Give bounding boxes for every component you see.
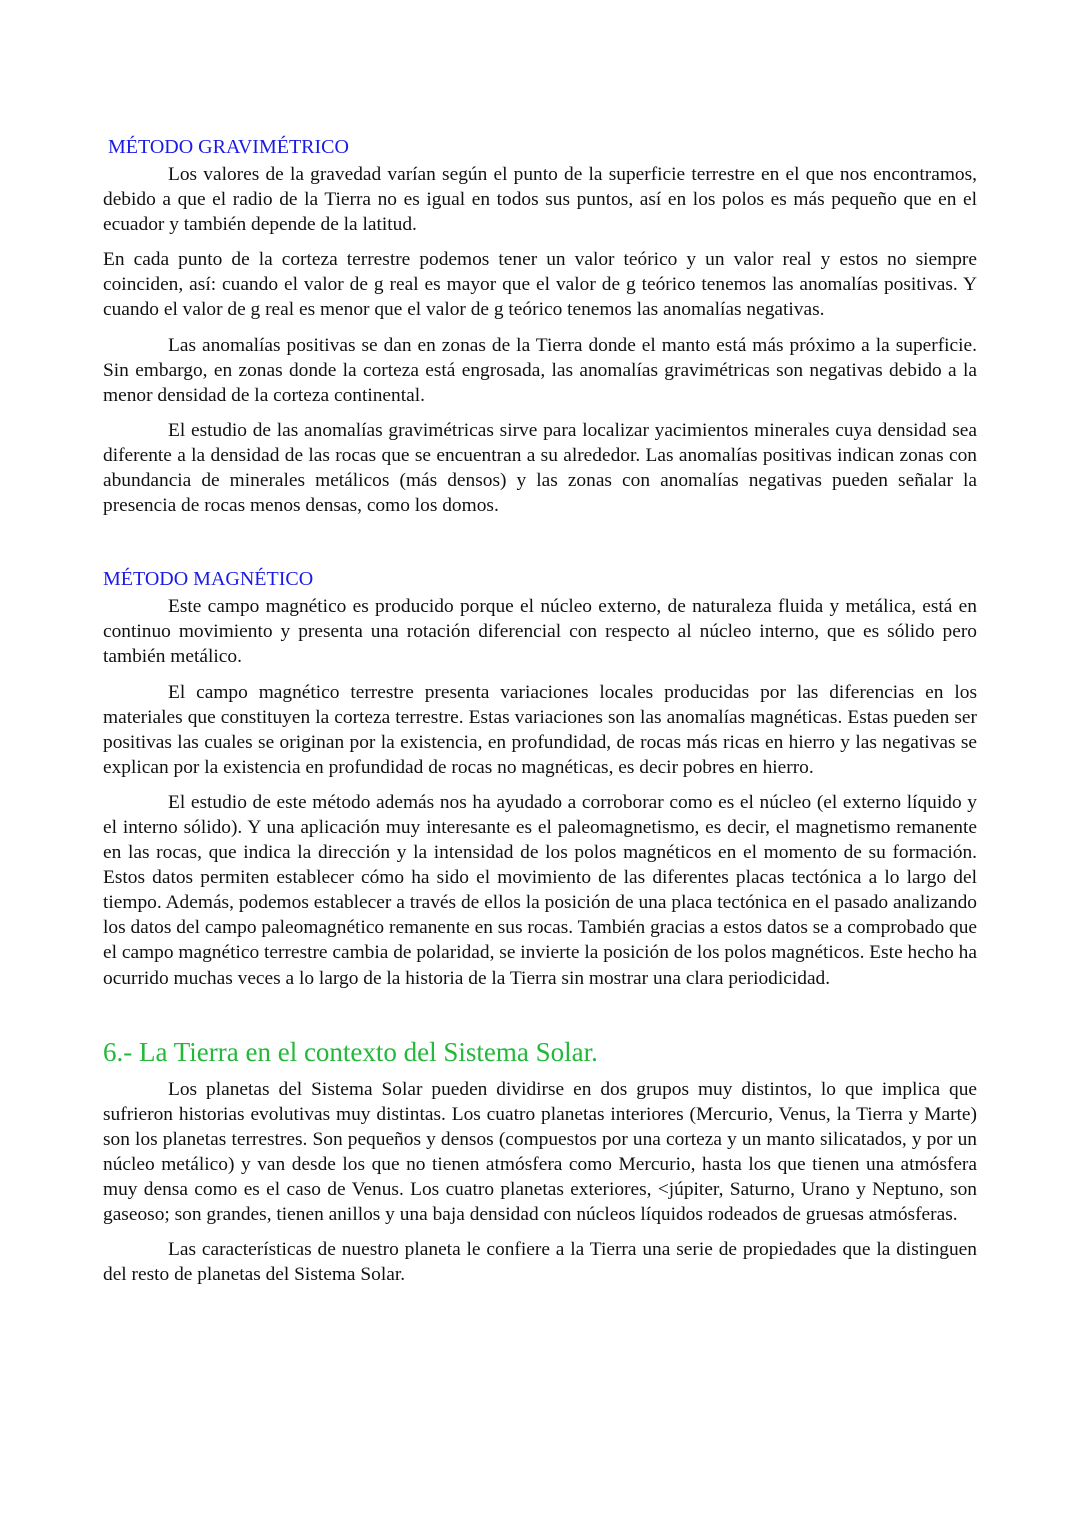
chapter-spacer	[103, 1001, 977, 1035]
paragraph: El estudio de las anomalías gravimétricas sirve para localizar yacimientos minerales cuya densidad sea diferente a la densidad de las rocas que se encuentran a su alrededor. Las anomalías positivas indican zonas con abundancia de minerales metálicos (más densos) y las zonas con anomalías negativas pueden señalar la presencia de rocas menos densas, como los domos.	[103, 419, 977, 517]
section-title-magnetic: MÉTODO MAGNÉTICO	[103, 568, 314, 591]
section-title-gravimetric: MÉTODO GRAVIMÉTRICO	[108, 136, 349, 158]
paragraph: El estudio de este método además nos ha ayudado a corroborar como es el núcleo (el externo líquido y el interno sólido). Y una aplicación muy interesante es el paleomagnetismo, es decir, el magnetismo remanente en las rocas, que indica la dirección y la intensidad de los polos magnéticos en el momento de su formación. Estos datos permiten establecer cómo ha sido el movimiento de las diferentes placas tectónica a lo largo del tiempo. Además, podemos establecer a través de ellos la posición de una placa tectónica en el pasado analizando los datos del campo paleomagnético remanente en sus rocas. También gracias a estos datos se a comprobado que el campo magnético terrestre cambia de polaridad, se invierte la posición de los polos magnéticos. Este hecho ha ocurrido muchas veces a lo largo de la historia de la Tierra sin mostrar una clara periodicidad.	[103, 791, 977, 989]
section-spacer	[103, 528, 977, 566]
page-content	[103, 134, 977, 1297]
paragraph: Los valores de la gravedad varían según el punto de la superficie terrestre en el que nos encontramos, debido a que el radio de la Tierra no es igual en todos sus puntos, así en los polos es más pequeño que en el ecuador y también depende de la latitud.	[103, 164, 977, 236]
paragraph: Las características de nuestro planeta le confiere a la Tierra una serie de propiedades que la distinguen del resto de planetas del Sistema Solar.	[103, 1239, 977, 1286]
paragraph: Los planetas del Sistema Solar pueden dividirse en dos grupos muy distintos, lo que implica que sufrieron historias evolutivas muy distintas. Los cuatro planetas interiores (Mercurio, Venus, la Tierra y Marte) son los planetas terrestres. Son pequeños y densos (compuestos por una corteza y un manto silicatados, y por un núcleo metálico) y van desde los que no tienen atmósfera como Mercurio, hasta los que tienen una atmósfera muy densa como es el caso de Venus. Los cuatro planetas exteriores, <júpiter, Saturno, Urano y Neptuno, son gaseoso; son grandes, tienen anillos y una baja densidad con núcleos líquidos rodeados de gruesas atmósferas.	[103, 1078, 977, 1226]
paragraph: Las anomalías positivas se dan en zonas de la Tierra donde el manto está más próximo a la superficie. Sin embargo, en zonas donde la corteza está engrosada, las anomalías gravimétricas son negativas debido a la menor densidad de la corteza continental.	[103, 334, 977, 406]
paragraph: Este campo magnético es producido porque el núcleo externo, de naturaleza fluida y metálica, está en continuo movimiento y presenta una rotación diferencial con respecto al núcleo interno, que es sólido pero también metálico.	[103, 596, 977, 668]
paragraph: El campo magnético terrestre presenta variaciones locales producidas por las diferencias en los materiales que constituyen la corteza terrestre. Estas variaciones son las anomalías magnéticas. Estas pueden ser positivas las cuales se originan por la existencia, en profundidad, de rocas más ricas en hierro y las negativas se explican por la existencia en profundidad de rocas no magnéticas, es decir pobres en hierro.	[103, 681, 977, 778]
chapter-title: 6.- La Tierra en el contexto del Sistema Solar.	[103, 1036, 598, 1067]
paragraph: En cada punto de la corteza terrestre podemos tener un valor teórico y un valor real y estos no siempre coinciden, así: cuando el valor de g real es mayor que el valor de g teórico tenemos las anomalías positivas. Y cuando el valor de g real es menor que el valor de g teórico tenemos las anomalías negativas.	[103, 249, 977, 321]
